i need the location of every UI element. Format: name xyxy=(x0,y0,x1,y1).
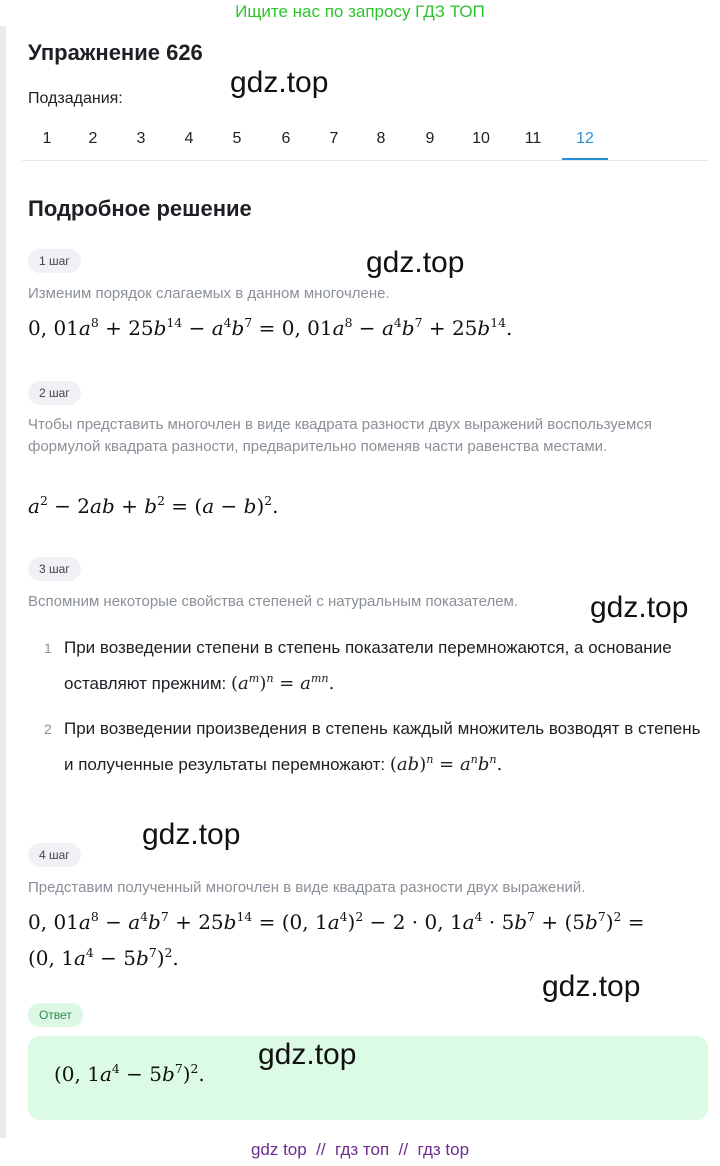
step-formula-continued: (0, $1a^4 - 5b^7)^2$. xyxy=(28,944,179,970)
step-badge: 2 шаг xyxy=(28,381,81,405)
property-text: При возведении степени в степень показатели перемножаются, а основание оставляют прежним: xyxy=(64,638,672,693)
tab-8[interactable]: 8 xyxy=(376,130,386,147)
step-note: Представим полученный многочлен в виде квадрата разности двух выражений. xyxy=(28,879,586,896)
tab-1[interactable]: 1 xyxy=(42,130,52,147)
watermark: gdz.top xyxy=(230,66,329,99)
step-formula: $a^2 - 2ab + b^2 = (a - b)^2$. xyxy=(28,492,279,518)
property-formula: $(ab)^n = a^nb^n$. xyxy=(389,752,503,775)
step-note: Изменим порядок слагаемых в данном многочлене. xyxy=(28,285,390,302)
tab-5[interactable]: 5 xyxy=(232,130,242,147)
property-text: При возведении произведения в степень каждый множитель возводят в степень и полученные результаты перемножают: xyxy=(64,719,701,774)
step-note: Вспомним некоторые свойства степеней с натуральным показателем. xyxy=(28,593,519,610)
footer-links[interactable]: gdz top // гдз топ // гдз top xyxy=(250,1140,470,1159)
tab-12[interactable]: 12 xyxy=(562,120,608,160)
top-banner: Ищите нас по запросу ГДЗ ТОП xyxy=(235,2,485,21)
step-formula: 0, $01a^8 - a^4b^7 + 25b^{14} = (0$, $1a^4)^2 - 2 \cdot 0$, $1a^4 \cdot 5b^7 + (5b^7)^2$ = xyxy=(28,908,645,934)
tab-11[interactable]: 11 xyxy=(524,130,542,147)
tab-7[interactable]: 7 xyxy=(329,130,339,147)
property-number: 2 xyxy=(44,721,52,737)
step-badge: 3 шаг xyxy=(28,557,81,581)
watermark: gdz.top xyxy=(590,591,689,624)
watermark: gdz.top xyxy=(542,970,641,1003)
property-number: 1 xyxy=(44,640,52,656)
subtasks-label: Подзадания: xyxy=(28,90,123,107)
property-item xyxy=(44,711,704,783)
watermark: gdz.top xyxy=(142,818,241,851)
step-note: Чтобы представить многочлен в виде квадрата разности двух выражений воспользуемся формулой квадрата разности, предварительно поменяв части равенства местами. xyxy=(28,416,652,455)
property-item xyxy=(44,630,704,702)
step-formula: 0, $01a^8 + 25b^{14} - a^4b^7 = 0$, $01a^8 - a^4b^7 + 25b^{14}$. xyxy=(28,314,513,340)
answer-badge: Ответ xyxy=(28,1003,83,1027)
answer-formula: (0, $1a^4 - 5b^7)^2$. xyxy=(54,1060,205,1086)
tab-2[interactable]: 2 xyxy=(88,130,98,147)
page-title: Упражнение 626 xyxy=(28,40,203,65)
property-formula: $(a^m)^n = a^{mn}$. xyxy=(230,671,335,694)
tab-10[interactable]: 10 xyxy=(472,130,490,147)
step-badge: 1 шаг xyxy=(28,249,81,273)
subtask-tabs xyxy=(22,120,708,161)
step-badge: 4 шаг xyxy=(28,843,81,867)
tab-9[interactable]: 9 xyxy=(425,130,435,147)
tab-3[interactable]: 3 xyxy=(136,130,146,147)
left-divider xyxy=(0,26,6,1138)
watermark: gdz.top xyxy=(366,246,465,279)
watermark: gdz.top xyxy=(258,1038,357,1071)
answer-box xyxy=(28,1036,708,1120)
solution-heading: Подробное решение xyxy=(28,196,252,221)
tab-6[interactable]: 6 xyxy=(281,130,291,147)
tab-4[interactable]: 4 xyxy=(184,130,194,147)
